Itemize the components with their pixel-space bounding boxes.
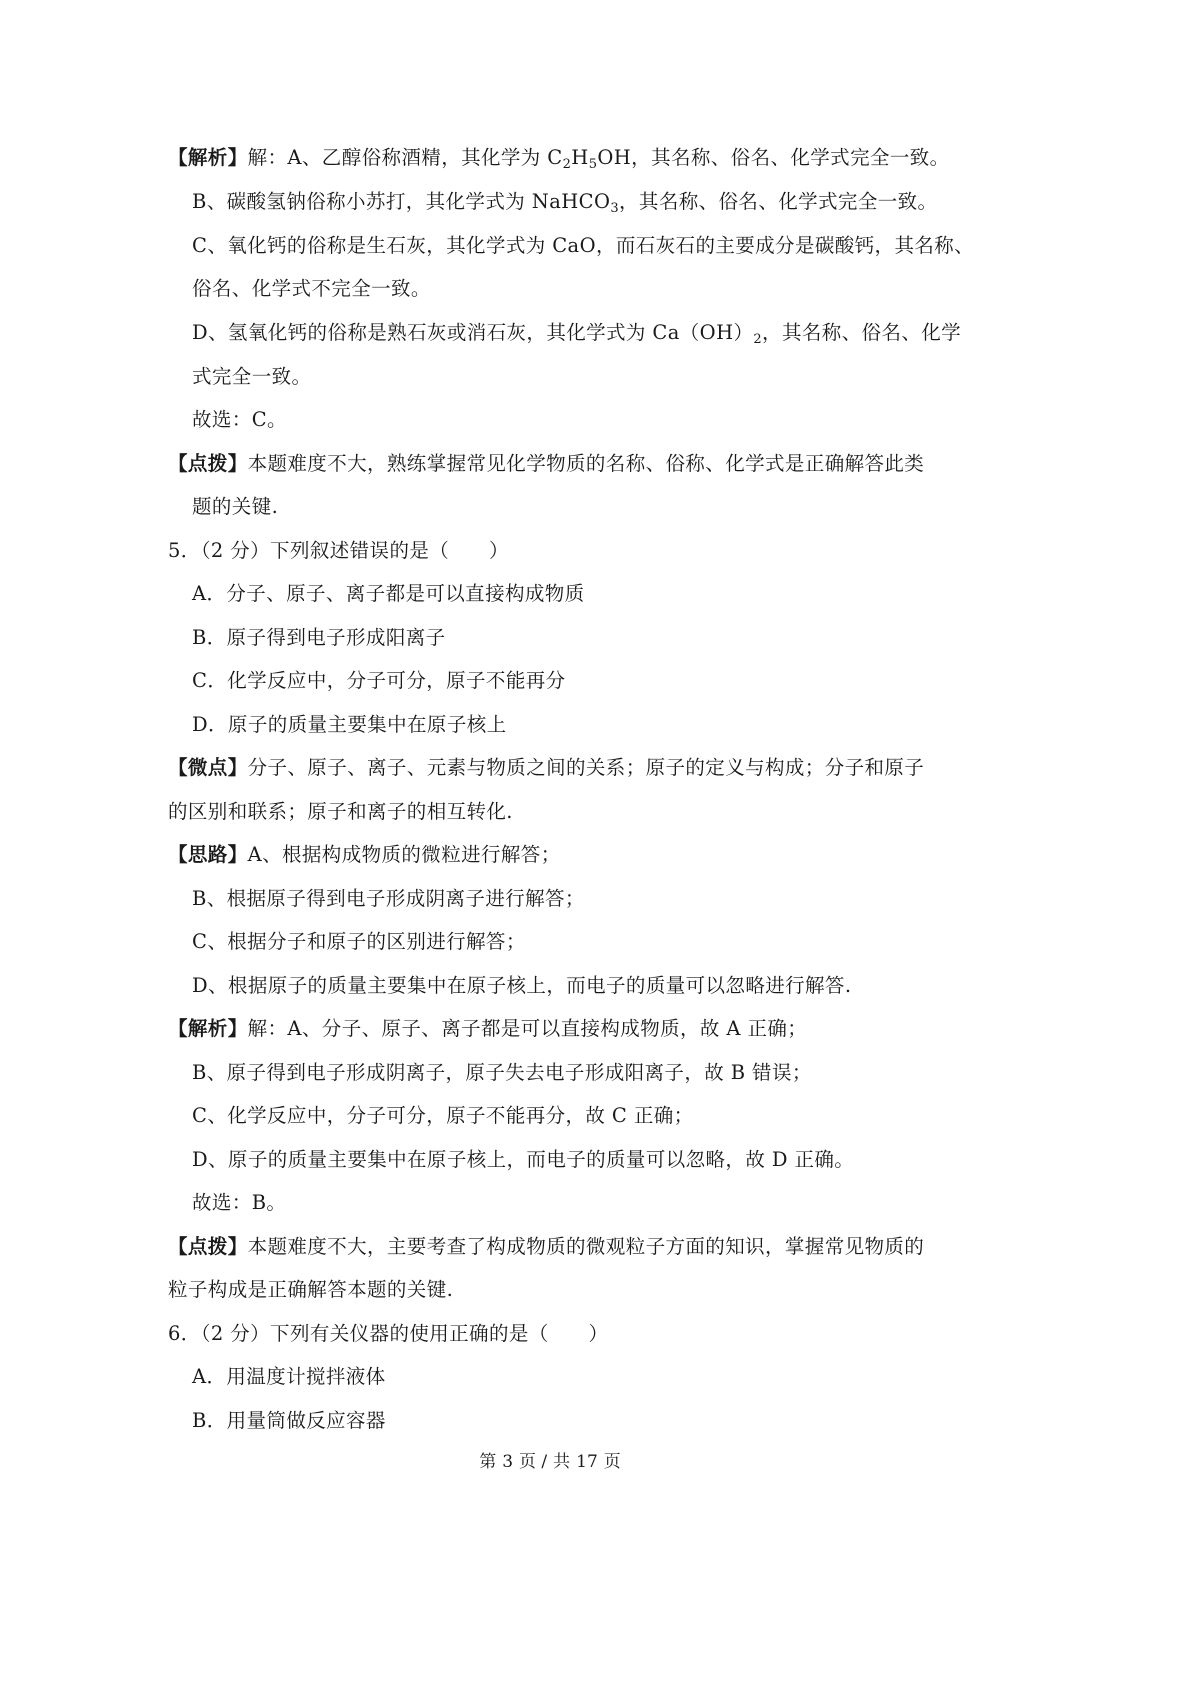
q5-idea-b: B、根据原子得到电子形成阴离子进行解答； [192,887,585,910]
q5-analysis-c: C、化学反应中，分子可分，原子不能再分，故 C 正确； [192,1104,694,1127]
q5-analysis-b: B、原子得到电子形成阴离子，原子失去电子形成阳离子，故 B 错误； [192,1061,812,1084]
q4-tip-line1: 【点拨】本题难度不大，熟练掌握常见化学物质的名称、俗称、化学式是正确解答此类 [168,452,925,475]
q4-answer: 故选：C。 [192,408,287,431]
q4-analysis-d-line2: 式完全一致。 [192,365,312,388]
q5-tip-line1: 【点拨】本题难度不大，主要考查了构成物质的微观粒子方面的知识，掌握常见物质的 [168,1235,925,1258]
tip-tag: 【点拨】 [168,452,248,475]
page-number: 3 [502,1452,514,1472]
q5-answer: 故选：B。 [192,1191,287,1214]
q4-analysis-a: 【解析】解：A、乙醇俗称酒精，其化学为 $C_2H_5OH$，其名称、俗名、化学式完全一致。 [168,146,950,172]
tip-tag: 【点拨】 [168,1235,248,1258]
q5-tip-line2: 粒子构成是正确解答本题的关键. [168,1278,454,1301]
q6-stem: 6．（2 分）下列有关仪器的使用正确的是（ ） [168,1322,609,1345]
page-footer: 第 3 页 / 共 17 页 [479,1452,621,1472]
q5-analysis-a: 【解析】解：A、分子、原子、离子都是可以直接构成物质，故 A 正确； [168,1017,808,1040]
q5-idea-d: D、根据原子的质量主要集中在原子核上，而电子的质量可以忽略进行解答. [192,974,852,997]
q5-option-c: C．化学反应中，分子可分，原子不能再分 [192,669,566,692]
q4-analysis-c-line1: C、氧化钙的俗称是生石灰，其化学式为 CaO，而石灰石的主要成分是碳酸钙，其名称、 [192,234,975,257]
analysis-tag: 【解析】 [168,1017,248,1040]
point-tag: 【微点】 [168,756,248,779]
q4-analysis-c-line2: 俗名、化学式不完全一致。 [192,277,431,300]
q6-option-b: B．用量筒做反应容器 [192,1409,386,1432]
idea-tag: 【思路】 [168,843,248,866]
q5-option-b: B．原子得到电子形成阳离子 [192,626,446,649]
q5-point-line2: 的区别和联系；原子和离子的相互转化. [168,800,513,823]
q5-stem: 5．（2 分）下列叙述错误的是（ ） [168,539,509,562]
q5-point-line1: 【微点】分子、原子、离子、元素与物质之间的关系；原子的定义与构成；分子和原子 [168,756,925,779]
q5-idea-c: C、根据分子和原子的区别进行解答； [192,930,526,953]
q6-option-a: A．用温度计搅拌液体 [192,1365,386,1388]
q4-tip-line2: 题的关键. [192,495,279,518]
q4-analysis-b: B、碳酸氢钠俗称小苏打，其化学式为 NaHCO$_3$，其名称、俗名、化学式完全一致。 [192,190,938,216]
q5-analysis-d: D、原子的质量主要集中在原子核上，而电子的质量可以忽略，故 D 正确。 [192,1148,855,1171]
q5-option-a: A．分子、原子、离子都是可以直接构成物质 [192,582,585,605]
page-total: 17 [576,1452,598,1472]
q5-idea-a: 【思路】A、根据构成物质的微粒进行解答； [168,843,561,866]
q5-option-d: D．原子的质量主要集中在原子核上 [192,713,507,736]
analysis-tag: 【解析】 [168,146,248,169]
q4-analysis-d: D、氢氧化钙的俗称是熟石灰或消石灰，其化学式为 $Ca(OH)_2$，其名称、俗名、化学 [192,321,962,347]
